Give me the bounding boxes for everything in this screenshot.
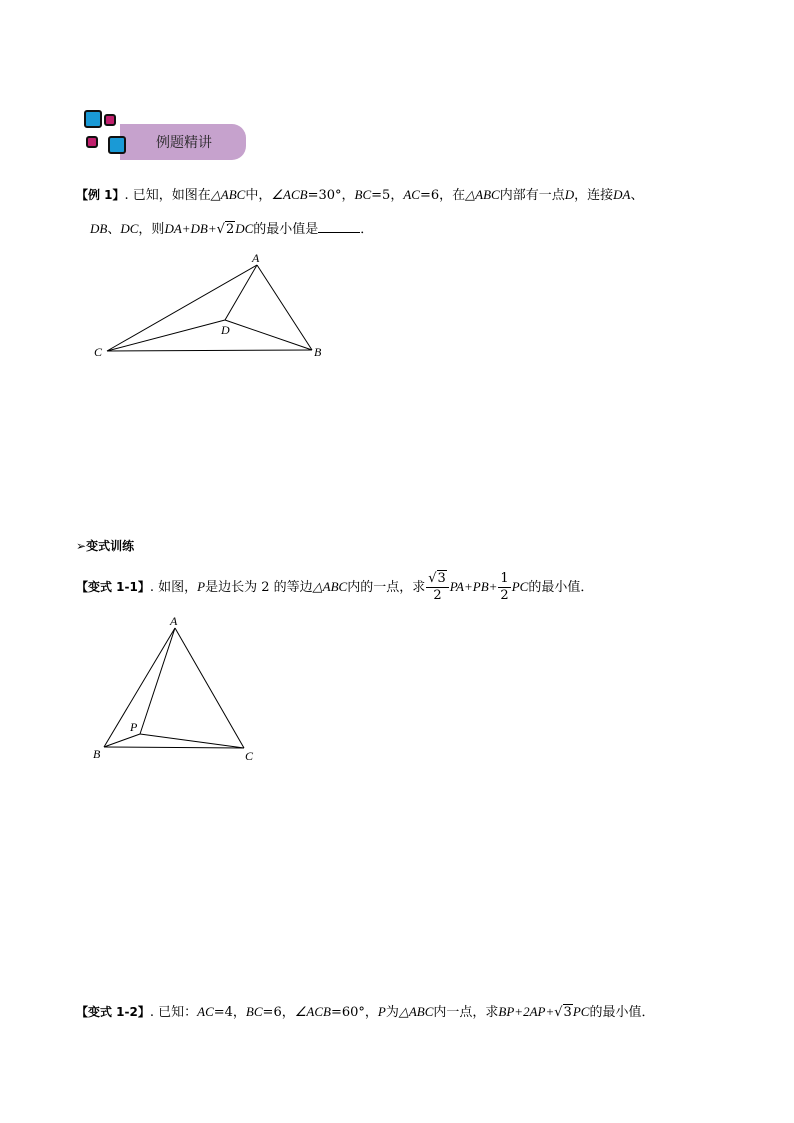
point-p-label: P <box>130 720 138 734</box>
logo-square-blue-2 <box>108 136 126 154</box>
text: 内一点，求 <box>433 1005 499 1020</box>
text: =4， <box>213 1005 246 1020</box>
segment-bp <box>104 734 140 747</box>
segment-label: DC <box>120 221 139 236</box>
text: . 已知，如图在 <box>124 188 211 203</box>
segment-label: AC <box>403 187 420 202</box>
expression: BP+2AP+ <box>498 1004 555 1019</box>
segment-cd <box>107 320 225 351</box>
fraction-1-over-2 <box>498 571 510 604</box>
segment-ca <box>107 265 257 351</box>
expression: PC <box>572 1004 590 1019</box>
text: ． <box>360 222 374 237</box>
text: 为 <box>385 1005 399 1020</box>
fraction-numerator: 1 <box>500 571 509 586</box>
sqrt-radicand: 2 <box>225 222 235 237</box>
segment-ap <box>140 628 175 734</box>
point-a-label: A <box>170 614 178 628</box>
text: 内的一点，求 <box>347 580 426 595</box>
text: 、 <box>630 188 644 203</box>
example1-figure <box>88 248 338 366</box>
point-c-label: C <box>94 345 103 359</box>
segment-pc <box>140 734 244 748</box>
text: =6， <box>262 1005 295 1020</box>
text: ，连接 <box>574 188 614 203</box>
section-banner <box>78 106 253 162</box>
text: . 已知： <box>149 1005 198 1020</box>
text: 的最小值． <box>528 580 594 595</box>
sqrt-expression: √2 <box>216 222 235 237</box>
variant1-2-line <box>76 1002 654 1023</box>
text: 的最小值是 <box>253 222 319 237</box>
segment-db <box>225 320 312 350</box>
expression: PC <box>511 579 529 594</box>
fraction-denominator: 2 <box>433 588 442 603</box>
triangle-label: △ABC <box>210 187 246 202</box>
segment-label: BC <box>245 1004 263 1019</box>
segment-label: AC <box>197 1004 214 1019</box>
segment-label: DB <box>90 221 108 236</box>
fraction-denominator: 2 <box>500 588 509 603</box>
point-b-label: B <box>314 345 322 359</box>
point-b-label: B <box>93 747 101 761</box>
fraction-sqrt3-over-2: $\frac{√3}{2}$ <box>426 571 449 604</box>
text: 是边长为 2 的等边 <box>205 580 313 595</box>
angle-label: ∠ACB <box>271 187 308 202</box>
angle-label: ∠ACB <box>294 1004 331 1019</box>
variant1-1-label: 【变式 1-1】 <box>76 580 150 594</box>
answer-blank <box>318 218 360 233</box>
text: =6，在 <box>419 188 466 203</box>
text: 中， <box>245 188 272 203</box>
variant-section-heading <box>76 536 134 556</box>
point-label: P <box>377 1004 386 1019</box>
point-d-label: D <box>221 323 230 337</box>
variant1-2-label: 【变式 1-2】 <box>76 1005 150 1019</box>
segment-cb <box>107 350 312 351</box>
sqrt-radicand: 3 <box>563 1005 572 1020</box>
sqrt-expression: √3 <box>554 1005 572 1020</box>
triangle-label: △ABC <box>312 579 348 594</box>
variant1-1-figure <box>88 610 268 770</box>
variant1-1-line <box>76 570 593 605</box>
text: 内部有一点 <box>499 188 565 203</box>
logo-square-blue-1 <box>84 110 102 128</box>
point-a-label: A <box>252 251 260 265</box>
segment-ac <box>175 628 244 748</box>
variant-section-title: 变式训练 <box>86 539 135 553</box>
text: 、 <box>107 222 121 237</box>
text: =60°， <box>330 1005 378 1020</box>
segment-ad <box>225 265 257 320</box>
logo-square-magenta-1 <box>104 114 116 126</box>
point-c-label: C <box>245 749 254 763</box>
example1-label: 【例 1】 <box>76 188 125 202</box>
triangle-label: △ABC <box>465 187 500 202</box>
text: =30°， <box>307 188 355 203</box>
point-label: P <box>197 579 206 594</box>
text: . 如图， <box>149 580 198 595</box>
expression: DA+DB+ <box>164 221 217 236</box>
sqrt-radicand: 3 <box>437 571 446 586</box>
segment-ab <box>104 628 175 747</box>
segment-ab <box>257 265 312 350</box>
segment-label: BC <box>354 187 372 202</box>
expression: PA+PB+ <box>449 579 498 594</box>
segment-label: DA <box>613 187 631 202</box>
expression: DC <box>235 221 254 236</box>
arrow-marker-icon: ➢ <box>76 539 87 553</box>
example1-line1 <box>76 185 643 206</box>
text: 的最小值． <box>589 1005 655 1020</box>
example1-line2 <box>90 218 373 240</box>
banner-title: 例题精讲 <box>156 135 212 151</box>
segment-bc <box>104 747 244 748</box>
triangle-label: △ABC <box>398 1004 434 1019</box>
text: ，则 <box>138 222 165 237</box>
point-label: D <box>564 187 575 202</box>
text: =5， <box>371 188 404 203</box>
logo-square-magenta-2 <box>86 136 98 148</box>
